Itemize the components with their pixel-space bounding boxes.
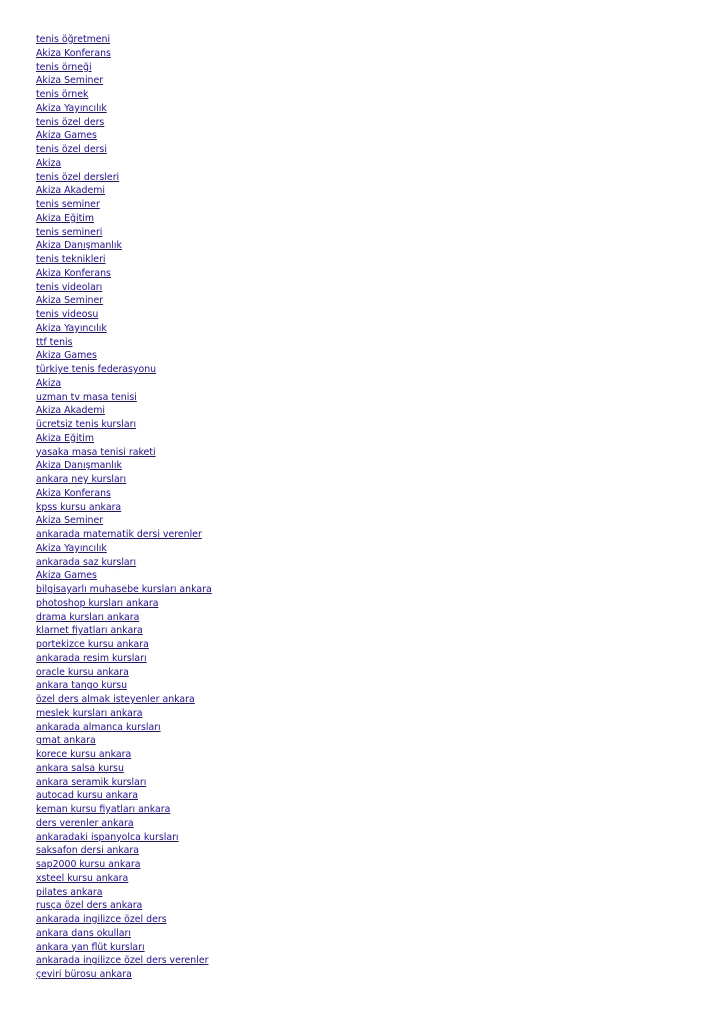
text-link[interactable]: tenis semineri bbox=[36, 226, 103, 238]
text-link[interactable]: Akiza Akademi bbox=[36, 185, 105, 197]
text-link[interactable]: drama kursları ankara bbox=[36, 611, 140, 623]
text-link[interactable]: pilates ankara bbox=[36, 886, 103, 898]
list-item bbox=[36, 911, 212, 925]
text-link[interactable]: Akiza Konferans bbox=[36, 47, 111, 59]
text-link[interactable]: Akiza bbox=[36, 157, 62, 169]
list-item bbox=[36, 100, 212, 114]
list-item bbox=[36, 485, 212, 499]
list-item bbox=[36, 59, 212, 73]
text-link[interactable]: Akiza Yayıncılık bbox=[36, 322, 107, 334]
text-link[interactable]: çeviri bürosu ankara bbox=[36, 969, 132, 980]
list-item bbox=[36, 650, 212, 664]
text-link[interactable]: ankaradaki ispanyolca kursları bbox=[36, 831, 179, 843]
list-item bbox=[36, 471, 212, 485]
text-link[interactable]: ankara dans okulları bbox=[36, 927, 132, 939]
list-item bbox=[36, 444, 212, 458]
text-link[interactable]: Akiza Danışmanlık bbox=[36, 460, 122, 472]
text-link[interactable]: tenis özel ders bbox=[36, 116, 105, 128]
text-link[interactable]: tenis özel dersi bbox=[36, 144, 107, 155]
list-item bbox=[36, 897, 212, 911]
text-link[interactable]: Akiza Seminer bbox=[36, 295, 104, 307]
list-item bbox=[36, 389, 212, 403]
list-item bbox=[36, 952, 212, 966]
text-link[interactable]: oracle kursu ankara bbox=[36, 666, 129, 678]
text-link[interactable]: Akiza Akademi bbox=[36, 405, 105, 417]
list-item bbox=[36, 114, 212, 128]
list-item bbox=[36, 361, 212, 375]
list-item bbox=[36, 375, 212, 389]
text-link[interactable]: Akiza Games bbox=[36, 350, 97, 362]
list-item bbox=[36, 45, 212, 59]
list-item bbox=[36, 402, 212, 416]
list-item bbox=[36, 801, 212, 815]
text-link[interactable]: sap2000 kursu ankara bbox=[36, 859, 141, 870]
text-link[interactable]: xsteel kursu ankara bbox=[36, 872, 129, 884]
list-item bbox=[36, 499, 212, 513]
text-link[interactable]: ttf tenis bbox=[36, 336, 73, 348]
text-link[interactable]: Akiza Eğitim bbox=[36, 212, 94, 224]
text-link[interactable]: Akiza Seminer bbox=[36, 515, 104, 527]
list-item bbox=[36, 664, 212, 678]
list-item bbox=[36, 787, 212, 801]
list-item bbox=[36, 622, 212, 636]
list-item bbox=[36, 870, 212, 884]
text-link[interactable]: uzman tv masa tenisi bbox=[36, 391, 137, 403]
list-item bbox=[36, 86, 212, 100]
list-item bbox=[36, 196, 212, 210]
text-link[interactable]: tenis özel dersleri bbox=[36, 171, 120, 183]
text-link[interactable]: tenis videoları bbox=[36, 281, 103, 293]
text-link[interactable]: keman kursu fiyatları ankara bbox=[36, 804, 171, 815]
text-link[interactable]: Akiza Games bbox=[36, 570, 97, 582]
list-item bbox=[36, 925, 212, 939]
text-link[interactable]: Akiza Konferans bbox=[36, 267, 111, 279]
list-item bbox=[36, 842, 212, 856]
list-item bbox=[36, 347, 212, 361]
list-item bbox=[36, 416, 212, 430]
text-link[interactable]: Akiza bbox=[36, 377, 62, 389]
list-item bbox=[36, 966, 212, 980]
list-item bbox=[36, 746, 212, 760]
text-link[interactable]: ankara salsa kursu bbox=[36, 762, 124, 774]
text-link[interactable]: Akiza Games bbox=[36, 130, 97, 142]
text-link[interactable]: autocad kursu ankara bbox=[36, 790, 138, 802]
text-link[interactable]: ankara seramik kursları bbox=[36, 776, 147, 788]
list-item bbox=[36, 127, 212, 141]
list-item bbox=[36, 636, 212, 650]
text-link[interactable]: tenis videosu bbox=[36, 309, 99, 320]
list-item bbox=[36, 224, 212, 238]
text-link[interactable]: ankarada almanca kursları bbox=[36, 721, 161, 733]
list-item bbox=[36, 334, 212, 348]
text-link[interactable]: Akiza Eğitim bbox=[36, 432, 94, 444]
text-link[interactable]: saksafon dersi ankara bbox=[36, 845, 139, 857]
text-link[interactable]: ankarada resim kursları bbox=[36, 652, 147, 664]
list-item bbox=[36, 581, 212, 595]
list-item bbox=[36, 182, 212, 196]
list-item bbox=[36, 815, 212, 829]
list-item bbox=[36, 526, 212, 540]
text-link[interactable]: ankara ney kursları bbox=[36, 474, 127, 485]
list-item bbox=[36, 856, 212, 870]
list-item bbox=[36, 279, 212, 293]
list-item bbox=[36, 732, 212, 746]
list-item bbox=[36, 457, 212, 471]
list-item bbox=[36, 760, 212, 774]
list-item bbox=[36, 210, 212, 224]
list-item bbox=[36, 829, 212, 843]
text-link[interactable]: klarnet fiyatları ankara bbox=[36, 625, 143, 637]
text-link[interactable]: tenis teknikleri bbox=[36, 254, 106, 265]
text-link[interactable]: tenis öğretmeni bbox=[36, 34, 111, 45]
list-item bbox=[36, 141, 212, 155]
text-link[interactable]: Akiza Seminer bbox=[36, 75, 104, 87]
text-link[interactable]: gmat ankara bbox=[36, 735, 96, 747]
text-link[interactable]: ankarada ingilizce özel ders bbox=[36, 914, 167, 925]
text-link[interactable]: ücretsiz tenis kursları bbox=[36, 419, 137, 430]
list-item bbox=[36, 155, 212, 169]
list-item bbox=[36, 430, 212, 444]
text-link[interactable]: tenis örnek bbox=[36, 89, 89, 100]
list-item bbox=[36, 540, 212, 554]
list-item bbox=[36, 609, 212, 623]
list-item bbox=[36, 512, 212, 526]
text-link[interactable]: ankarada matematik dersi verenler bbox=[36, 529, 202, 540]
list-item bbox=[36, 72, 212, 86]
text-link[interactable]: Akiza Yayıncılık bbox=[36, 542, 107, 554]
text-link[interactable]: ankara yan flüt kursları bbox=[36, 941, 145, 953]
text-link[interactable]: tenis seminer bbox=[36, 199, 100, 210]
text-link[interactable]: kpss kursu ankara bbox=[36, 501, 122, 513]
text-link[interactable]: meslek kursları ankara bbox=[36, 707, 143, 719]
list-item bbox=[36, 169, 212, 183]
list-item bbox=[36, 265, 212, 279]
text-link[interactable]: rusça özel ders ankara bbox=[36, 900, 143, 912]
text-link[interactable]: bilgisayarlı muhasebe kursları ankara bbox=[36, 584, 212, 595]
list-item bbox=[36, 237, 212, 251]
link-list bbox=[36, 31, 212, 980]
list-item bbox=[36, 554, 212, 568]
list-item bbox=[36, 677, 212, 691]
list-item bbox=[36, 884, 212, 898]
text-link[interactable]: ders verenler ankara bbox=[36, 817, 134, 829]
text-link[interactable]: türkiye tenis federasyonu bbox=[36, 364, 157, 375]
text-link[interactable]: ankara tango kursu bbox=[36, 680, 128, 692]
list-item bbox=[36, 705, 212, 719]
list-item bbox=[36, 691, 212, 705]
text-link[interactable]: ankarada ingilizce özel ders verenler bbox=[36, 955, 209, 967]
document-page bbox=[36, 31, 212, 980]
text-link[interactable]: tenis örneği bbox=[36, 61, 92, 73]
list-item bbox=[36, 595, 212, 609]
text-link[interactable]: Akiza Konferans bbox=[36, 487, 111, 499]
text-link[interactable]: korece kursu ankara bbox=[36, 749, 132, 760]
text-link[interactable]: photoshop kursları ankara bbox=[36, 597, 159, 609]
list-item bbox=[36, 306, 212, 320]
text-link[interactable]: ankarada saz kursları bbox=[36, 556, 137, 568]
list-item bbox=[36, 939, 212, 953]
list-item bbox=[36, 719, 212, 733]
list-item bbox=[36, 31, 212, 45]
text-link[interactable]: Akiza Danışmanlık bbox=[36, 240, 122, 252]
text-link[interactable]: yasaka masa tenisi raketi bbox=[36, 446, 156, 458]
list-item bbox=[36, 251, 212, 265]
list-item bbox=[36, 320, 212, 334]
list-item bbox=[36, 774, 212, 788]
list-item bbox=[36, 567, 212, 581]
text-link[interactable]: Akiza Yayıncılık bbox=[36, 102, 107, 114]
list-item bbox=[36, 292, 212, 306]
text-link[interactable]: özel ders almak isteyenler ankara bbox=[36, 694, 195, 705]
text-link[interactable]: portekizce kursu ankara bbox=[36, 639, 149, 650]
